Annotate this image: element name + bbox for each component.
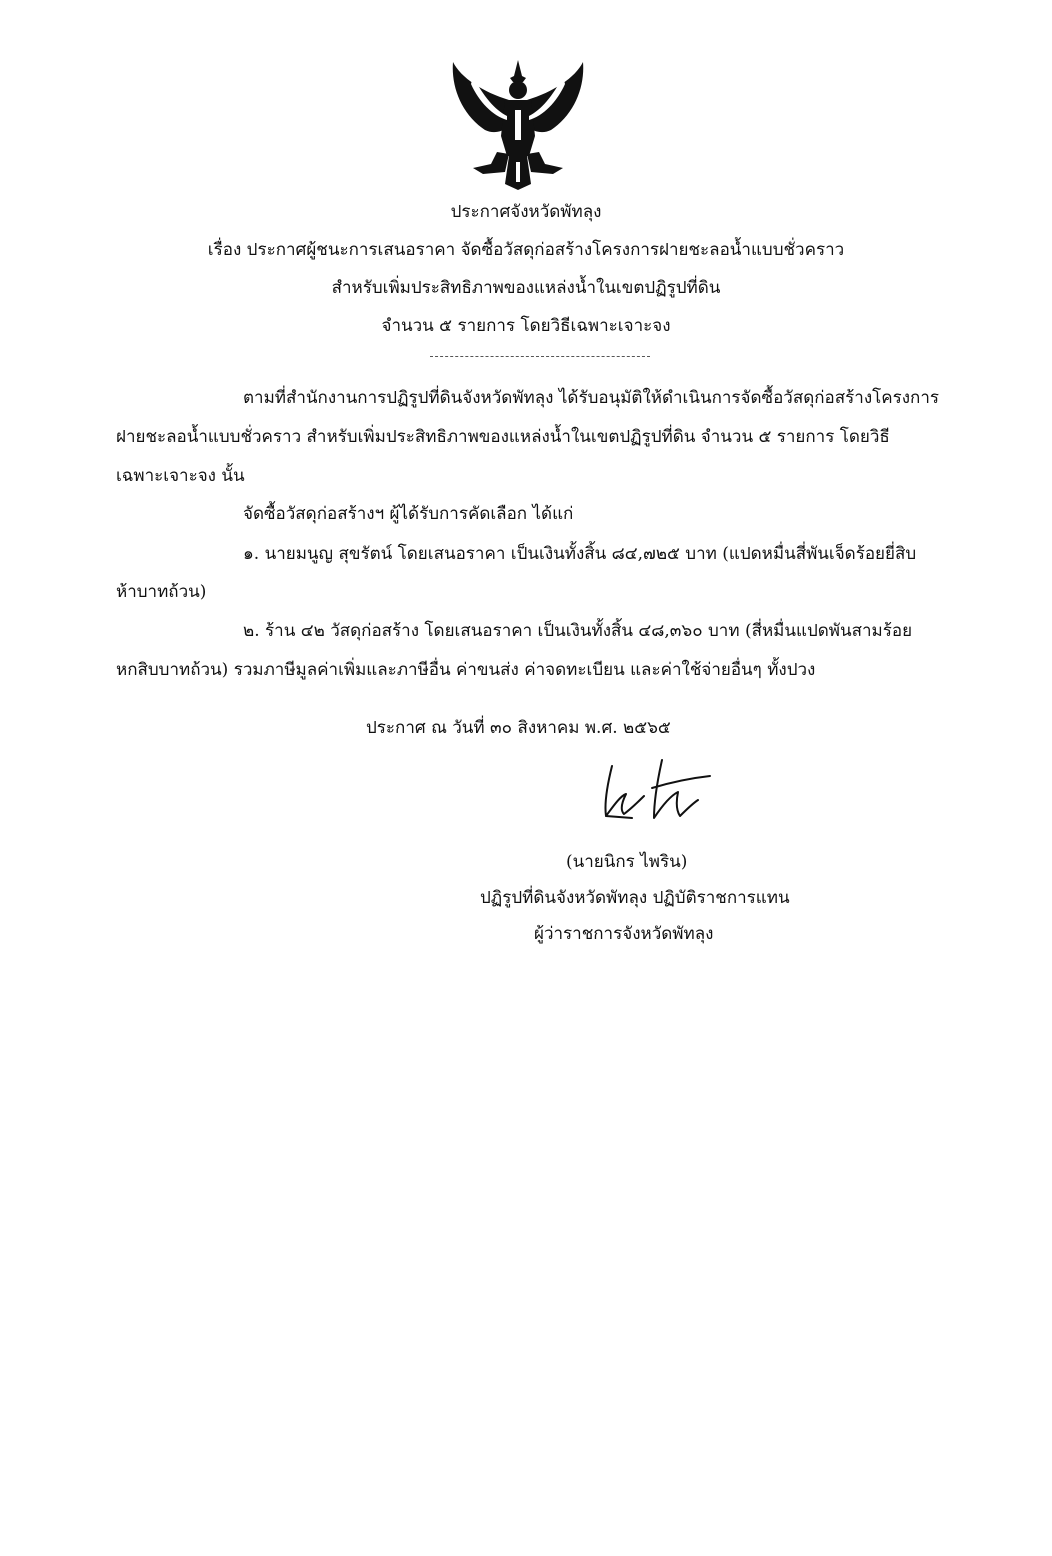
paragraph-1-line-3: เฉพาะเจาะจง นั้น — [116, 466, 245, 486]
signatory-name: (นายนิกร ไพริน) — [566, 852, 688, 872]
announcement-date: ประกาศ ณ วันที่ ๓๐ สิงหาคม พ.ศ. ๒๕๖๕ — [366, 718, 671, 738]
paragraph-1-line-1: ตามที่สำนักงานการปฏิรูปที่ดินจังหวัดพัทลุง ได้รับอนุมัติให้ดำเนินการจัดซื้อวัสดุก่อสร้างโครงการ — [243, 388, 940, 408]
subject-line-2: สำหรับเพิ่มประสิทธิภาพของแหล่งน้ำในเขตปฏิรูปที่ดิน — [331, 278, 721, 298]
signatory-position-2: ผู้ว่าราชการจังหวัดพัทลุง — [534, 924, 714, 944]
handwritten-signature — [592, 752, 718, 828]
signatory-position-1: ปฏิรูปที่ดินจังหวัดพัทลุง ปฏิบัติราชการแทน — [480, 888, 790, 908]
title-divider — [430, 356, 650, 357]
document-title: ประกาศจังหวัดพัทลุง — [450, 202, 602, 222]
paragraph-2: จัดซื้อวัสดุก่อสร้างฯ ผู้ได้รับการคัดเลือก ได้แก่ — [243, 504, 574, 524]
paragraph-1-line-2: ฝายชะลอน้ำแบบชั่วคราว สำหรับเพิ่มประสิทธิภาพของแหล่งน้ำในเขตปฏิรูปที่ดิน จำนวน ๕ รายการ โดยวิธี — [116, 427, 890, 447]
winner-2-line-1: ๒. ร้าน ๔๒ วัสดุก่อสร้าง โดยเสนอราคา เป็นเงินทั้งสิ้น ๔๘,๓๖๐ บาท (สี่หมื่นแปดพันสามร้อย — [243, 621, 913, 641]
winner-1-line-1: ๑. นายมนูญ สุขรัตน์ โดยเสนอราคา เป็นเงินทั้งสิ้น ๘๔,๗๒๕ บาท (แปดหมื่นสี่พันเจ็ดร้อยยี่สิบ — [243, 544, 917, 564]
winner-2-line-2: หกสิบบาทถ้วน) รวมภาษีมูลค่าเพิ่มและภาษีอื่น ค่าขนส่ง ค่าจดทะเบียน และค่าใช้จ่ายอื่นๆ ทั้งปวง — [116, 660, 816, 680]
winner-1-line-2: ห้าบาทถ้วน) — [116, 582, 207, 602]
subject-line-3: จำนวน ๕ รายการ โดยวิธีเฉพาะเจาะจง — [381, 316, 671, 336]
garuda-emblem-icon — [443, 56, 593, 192]
subject-line-1: เรื่อง ประกาศผู้ชนะการเสนอราคา จัดซื้อวัสดุก่อสร้างโครงการฝายชะลอน้ำแบบชั่วคราว — [207, 240, 845, 260]
